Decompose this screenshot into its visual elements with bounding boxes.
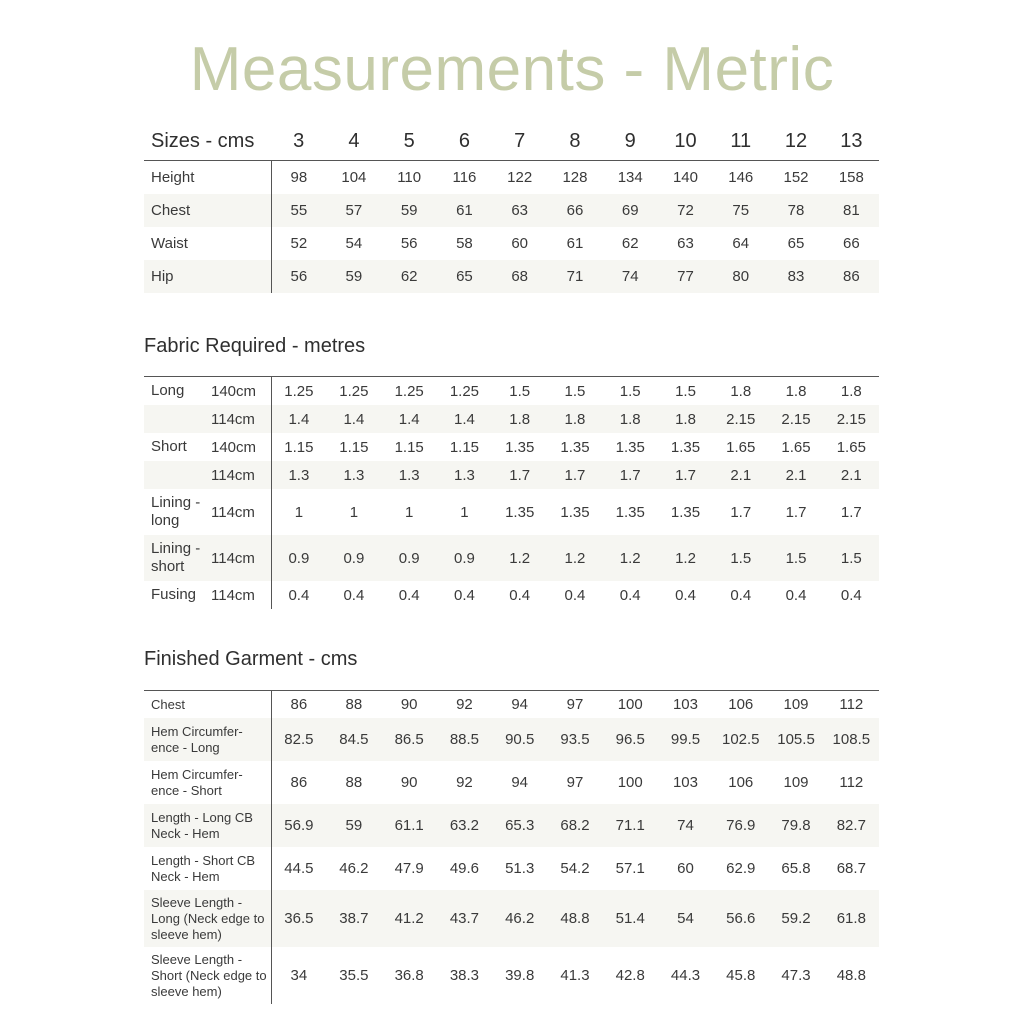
table-cell: 61.1 bbox=[382, 804, 437, 847]
table-cell: 65 bbox=[437, 260, 492, 293]
table-cell: 1.35 bbox=[670, 503, 701, 521]
table-cell: 0.4 bbox=[785, 586, 807, 604]
fabric-table bbox=[144, 376, 879, 609]
table-cell: 0.9 bbox=[326, 535, 381, 581]
table-cell: 54 bbox=[345, 235, 363, 252]
table-row bbox=[144, 804, 879, 847]
table-cell: 51.4 bbox=[603, 890, 658, 947]
table-cell: 1.25 bbox=[284, 382, 314, 400]
table-cell: 45.8 bbox=[726, 967, 756, 984]
table-cell: 47.9 bbox=[394, 860, 424, 877]
table-cell: 109 bbox=[783, 696, 809, 713]
table-row bbox=[144, 761, 879, 804]
table-cell: 71.1 bbox=[603, 804, 658, 847]
table-cell: 140 bbox=[672, 169, 698, 186]
table-cell: 1.35 bbox=[615, 503, 645, 521]
table-cell: 0.4 bbox=[619, 586, 641, 604]
table-cell: 1.3 bbox=[382, 461, 437, 489]
size-header: 4 bbox=[326, 122, 381, 161]
table-cell: 1.7 bbox=[785, 503, 807, 521]
table-cell: 59 bbox=[326, 260, 381, 293]
table-cell: 1.7 bbox=[840, 503, 862, 521]
size-header: 11 bbox=[713, 122, 768, 161]
table-cell: 48.8 bbox=[547, 890, 602, 947]
fabric-width: 114cm bbox=[209, 461, 271, 489]
table-cell: 61.8 bbox=[824, 890, 879, 947]
table-cell: 1.3 bbox=[437, 461, 492, 489]
table-cell: 38.3 bbox=[449, 967, 480, 984]
table-cell: 88 bbox=[345, 774, 363, 791]
table-cell: 1 bbox=[294, 503, 304, 521]
table-cell: 54.2 bbox=[560, 860, 590, 877]
table-cell: 1.7 bbox=[547, 461, 602, 489]
table-row bbox=[144, 227, 879, 260]
table-cell: 1.4 bbox=[437, 405, 492, 433]
table-row bbox=[144, 718, 879, 761]
table-cell: 0.4 bbox=[564, 586, 586, 604]
table-cell: 1.5 bbox=[675, 382, 696, 400]
table-cell: 62 bbox=[382, 260, 437, 293]
row-label: Lining - long bbox=[151, 494, 201, 529]
table-cell: 1.5 bbox=[509, 382, 531, 400]
table-cell: 94 bbox=[511, 696, 529, 713]
table-cell: 1.7 bbox=[603, 461, 658, 489]
table-cell: 63.2 bbox=[437, 804, 492, 847]
table-row bbox=[144, 161, 879, 195]
table-cell: 86 bbox=[290, 696, 308, 713]
page-title: Measurements - Metric bbox=[189, 35, 835, 104]
table-cell: 80 bbox=[713, 260, 768, 293]
table-cell: 43.7 bbox=[437, 890, 492, 947]
table-row bbox=[144, 260, 879, 293]
row-label: Waist bbox=[144, 227, 271, 260]
table-cell: 110 bbox=[397, 169, 422, 186]
table-cell: 56 bbox=[400, 235, 418, 252]
table-cell: 84.5 bbox=[326, 718, 381, 761]
row-label bbox=[144, 405, 209, 433]
table-cell: 146 bbox=[728, 169, 754, 186]
table-cell: 100 bbox=[617, 774, 643, 791]
table-cell: 1.3 bbox=[271, 461, 326, 489]
table-cell: 62.9 bbox=[726, 860, 756, 877]
size-header: 7 bbox=[492, 122, 547, 161]
table-cell: 1.35 bbox=[670, 438, 701, 456]
table-cell: 112 bbox=[839, 696, 864, 713]
table-cell: 61 bbox=[437, 194, 492, 227]
table-row bbox=[144, 947, 879, 1004]
table-cell: 1.5 bbox=[824, 535, 879, 581]
table-cell: 64 bbox=[732, 235, 750, 252]
table-cell: 77 bbox=[658, 260, 713, 293]
table-cell: 93.5 bbox=[547, 718, 602, 761]
table-cell: 65.3 bbox=[492, 804, 547, 847]
table-cell: 46.2 bbox=[492, 890, 547, 947]
table-cell: 96.5 bbox=[603, 718, 658, 761]
table-cell: 1.15 bbox=[284, 438, 314, 456]
fabric-width: 114cm bbox=[209, 489, 271, 535]
table-cell: 52 bbox=[290, 235, 308, 252]
row-label: Hem Circumfer- ence - Short bbox=[144, 761, 271, 804]
table-cell: 98 bbox=[290, 169, 308, 186]
table-cell: 0.4 bbox=[398, 586, 420, 604]
table-cell: 100 bbox=[617, 696, 643, 713]
table-cell: 1.35 bbox=[615, 438, 645, 456]
fabric-width: 140cm bbox=[209, 433, 271, 461]
table-cell: 1.8 bbox=[730, 382, 752, 400]
table-cell: 1.4 bbox=[271, 405, 326, 433]
row-label: Length - Short CB Neck - Hem bbox=[144, 847, 271, 890]
table-cell: 1 bbox=[460, 503, 469, 521]
table-cell: 71 bbox=[547, 260, 602, 293]
table-cell: 1.5 bbox=[619, 382, 641, 400]
table-cell: 1.8 bbox=[547, 405, 602, 433]
table-cell: 39.8 bbox=[505, 967, 535, 984]
table-cell: 94 bbox=[511, 774, 529, 791]
table-cell: 46.2 bbox=[339, 860, 369, 877]
table-cell: 63 bbox=[492, 194, 547, 227]
table-row bbox=[144, 405, 879, 433]
table-cell: 1.7 bbox=[730, 503, 752, 521]
table-cell: 2.1 bbox=[824, 461, 879, 489]
table-cell: 65.8 bbox=[781, 860, 811, 877]
table-cell: 55 bbox=[271, 194, 326, 227]
table-cell: 68.2 bbox=[547, 804, 602, 847]
table-cell: 1.65 bbox=[726, 438, 756, 456]
table-cell: 1.3 bbox=[326, 461, 381, 489]
table-cell: 90 bbox=[400, 696, 418, 713]
size-header: 13 bbox=[824, 122, 879, 161]
sizes-table bbox=[144, 122, 879, 293]
table-cell: 0.4 bbox=[454, 586, 475, 604]
table-cell: 2.15 bbox=[713, 405, 768, 433]
table-cell: 1.15 bbox=[394, 438, 424, 456]
table-cell: 79.8 bbox=[768, 804, 823, 847]
table-cell: 69 bbox=[603, 194, 658, 227]
table-cell: 41.2 bbox=[382, 890, 437, 947]
table-cell: 1.65 bbox=[836, 438, 866, 456]
table-cell: 90 bbox=[400, 774, 418, 791]
table-cell: 35.5 bbox=[339, 967, 369, 984]
table-cell: 48.8 bbox=[836, 967, 866, 984]
table-cell: 88.5 bbox=[437, 718, 492, 761]
table-cell: 59.2 bbox=[768, 890, 823, 947]
table-cell: 75 bbox=[713, 194, 768, 227]
table-row bbox=[144, 581, 879, 609]
sizes-header-label: Sizes - cms bbox=[144, 122, 271, 161]
table-cell: 92 bbox=[456, 774, 473, 791]
fabric-width: 114cm bbox=[209, 535, 271, 581]
table-cell: 1.4 bbox=[382, 405, 437, 433]
table-cell: 1.4 bbox=[326, 405, 381, 433]
table-cell: 63 bbox=[677, 235, 694, 252]
table-row bbox=[144, 461, 879, 489]
table-row bbox=[144, 377, 879, 406]
table-cell: 1.25 bbox=[394, 382, 424, 400]
table-row bbox=[144, 194, 879, 227]
table-cell: 97 bbox=[566, 696, 584, 713]
table-cell: 116 bbox=[452, 169, 477, 186]
garment-table bbox=[144, 690, 879, 1004]
table-cell: 1.35 bbox=[560, 503, 590, 521]
table-cell: 1.25 bbox=[449, 382, 480, 400]
table-cell: 1.65 bbox=[781, 438, 811, 456]
table-cell: 78 bbox=[768, 194, 823, 227]
table-cell: 99.5 bbox=[658, 718, 713, 761]
table-cell: 134 bbox=[617, 169, 643, 186]
table-cell: 51.3 bbox=[505, 860, 535, 877]
table-cell: 86.5 bbox=[382, 718, 437, 761]
table-cell: 82.5 bbox=[271, 718, 326, 761]
table-cell: 106 bbox=[728, 774, 754, 791]
table-cell: 36.8 bbox=[394, 967, 424, 984]
row-label: Long bbox=[151, 382, 185, 399]
row-label: Hem Circumfer- ence - Long bbox=[144, 718, 271, 761]
table-cell: 1.15 bbox=[339, 438, 369, 456]
fabric-width: 114cm bbox=[209, 405, 271, 433]
table-cell: 2.15 bbox=[768, 405, 823, 433]
table-cell: 59 bbox=[382, 194, 437, 227]
row-label: Hip bbox=[144, 260, 271, 293]
table-cell: 1.7 bbox=[492, 461, 547, 489]
row-label: Height bbox=[144, 161, 271, 195]
table-cell: 0.9 bbox=[382, 535, 437, 581]
size-header: 10 bbox=[658, 122, 713, 161]
table-cell: 57 bbox=[326, 194, 381, 227]
table-row bbox=[144, 433, 879, 461]
table-cell: 103 bbox=[672, 696, 698, 713]
table-cell: 56.6 bbox=[713, 890, 768, 947]
table-cell: 2.15 bbox=[824, 405, 879, 433]
table-cell: 86 bbox=[290, 774, 308, 791]
table-cell: 112 bbox=[839, 774, 864, 791]
fabric-width: 140cm bbox=[209, 377, 271, 406]
table-cell: 1.2 bbox=[603, 535, 658, 581]
table-cell: 1.5 bbox=[768, 535, 823, 581]
fabric-width: 114cm bbox=[209, 581, 271, 609]
table-cell: 0.4 bbox=[343, 586, 365, 604]
table-cell: 0.9 bbox=[437, 535, 492, 581]
table-cell: 1.2 bbox=[658, 535, 713, 581]
table-cell: 102.5 bbox=[713, 718, 768, 761]
table-cell: 68.7 bbox=[836, 860, 866, 877]
table-cell: 1.25 bbox=[339, 382, 369, 400]
table-cell: 108.5 bbox=[824, 718, 879, 761]
table-cell: 1.8 bbox=[492, 405, 547, 433]
table-cell: 83 bbox=[768, 260, 823, 293]
table-cell: 1.8 bbox=[840, 382, 862, 400]
table-cell: 54 bbox=[658, 890, 713, 947]
row-label bbox=[144, 461, 209, 489]
table-cell: 49.6 bbox=[449, 860, 480, 877]
table-cell: 60 bbox=[677, 860, 694, 877]
table-cell: 1.35 bbox=[505, 503, 535, 521]
table-cell: 1 bbox=[404, 503, 414, 521]
table-row bbox=[144, 890, 879, 947]
sizes-header-row bbox=[144, 122, 879, 161]
table-cell: 62 bbox=[621, 235, 639, 252]
table-cell: 0.4 bbox=[509, 586, 531, 604]
table-cell: 88 bbox=[345, 696, 363, 713]
table-cell: 76.9 bbox=[713, 804, 768, 847]
row-label: Short bbox=[151, 438, 187, 455]
size-header: 8 bbox=[547, 122, 602, 161]
table-cell: 104 bbox=[341, 169, 367, 186]
table-cell: 1.8 bbox=[658, 405, 713, 433]
table-cell: 61 bbox=[566, 235, 584, 252]
table-cell: 38.7 bbox=[326, 890, 381, 947]
size-header: 12 bbox=[768, 122, 823, 161]
table-cell: 1.8 bbox=[603, 405, 658, 433]
table-cell: 86 bbox=[824, 260, 879, 293]
table-row bbox=[144, 489, 879, 535]
table-cell: 44.3 bbox=[670, 967, 701, 984]
row-label: Chest bbox=[144, 691, 271, 719]
table-cell: 58 bbox=[456, 235, 473, 252]
table-cell: 128 bbox=[562, 169, 588, 186]
fabric-section-title: Fabric Required - metres bbox=[144, 335, 366, 357]
table-cell: 1.2 bbox=[547, 535, 602, 581]
table-cell: 81 bbox=[824, 194, 879, 227]
table-cell: 59 bbox=[326, 804, 381, 847]
table-cell: 1.15 bbox=[449, 438, 480, 456]
table-cell: 0.4 bbox=[730, 586, 752, 604]
table-row bbox=[144, 847, 879, 890]
table-cell: 2.1 bbox=[768, 461, 823, 489]
table-cell: 1.7 bbox=[658, 461, 713, 489]
table-cell: 0.9 bbox=[271, 535, 326, 581]
row-label: Lining -short bbox=[144, 535, 209, 581]
table-cell: 65 bbox=[787, 235, 805, 252]
table-cell: 56 bbox=[271, 260, 326, 293]
table-cell: 158 bbox=[838, 169, 864, 186]
row-label: Fusing bbox=[151, 586, 197, 603]
table-cell: 1.8 bbox=[785, 382, 807, 400]
table-cell: 105.5 bbox=[768, 718, 823, 761]
table-cell: 103 bbox=[672, 774, 698, 791]
table-row bbox=[144, 535, 879, 581]
table-cell: 74 bbox=[603, 260, 658, 293]
row-label: Length - Long CB Neck - Hem bbox=[144, 804, 271, 847]
table-cell: 44.5 bbox=[284, 860, 314, 877]
table-cell: 122 bbox=[507, 169, 533, 186]
size-header: 5 bbox=[382, 122, 437, 161]
table-cell: 0.4 bbox=[288, 586, 310, 604]
table-cell: 2.1 bbox=[713, 461, 768, 489]
row-label: Chest bbox=[144, 194, 271, 227]
row-label: Sleeve Length - Short (Neck edge to sleeve hem) bbox=[144, 947, 271, 1004]
table-cell: 42.8 bbox=[615, 967, 645, 984]
table-cell: 1.35 bbox=[560, 438, 590, 456]
table-row bbox=[144, 691, 879, 719]
table-cell: 1.35 bbox=[505, 438, 535, 456]
table-cell: 66 bbox=[547, 194, 602, 227]
table-cell: 36.5 bbox=[271, 890, 326, 947]
row-label: Sleeve Length - Long (Neck edge to sleeve hem) bbox=[144, 890, 271, 947]
table-cell: 82.7 bbox=[824, 804, 879, 847]
table-cell: 34 bbox=[290, 967, 308, 984]
table-cell: 1.2 bbox=[492, 535, 547, 581]
table-cell: 68 bbox=[492, 260, 547, 293]
table-cell: 106 bbox=[728, 696, 754, 713]
table-cell: 56.9 bbox=[271, 804, 326, 847]
table-cell: 1.5 bbox=[713, 535, 768, 581]
size-header: 6 bbox=[437, 122, 492, 161]
table-cell: 1.5 bbox=[564, 382, 586, 400]
table-cell: 0.4 bbox=[675, 586, 696, 604]
size-header: 9 bbox=[603, 122, 658, 161]
table-cell: 60 bbox=[511, 235, 529, 252]
table-cell: 1 bbox=[349, 503, 359, 521]
table-cell: 57.1 bbox=[615, 860, 645, 877]
table-cell: 72 bbox=[658, 194, 713, 227]
table-cell: 66 bbox=[842, 235, 860, 252]
table-cell: 41.3 bbox=[560, 967, 590, 984]
table-cell: 74 bbox=[658, 804, 713, 847]
table-cell: 152 bbox=[783, 169, 809, 186]
table-cell: 0.4 bbox=[840, 586, 862, 604]
table-cell: 109 bbox=[783, 774, 809, 791]
table-cell: 47.3 bbox=[781, 967, 811, 984]
table-cell: 90.5 bbox=[492, 718, 547, 761]
size-header: 3 bbox=[271, 122, 326, 161]
table-cell: 92 bbox=[456, 696, 473, 713]
garment-section-title: Finished Garment - cms bbox=[144, 648, 358, 670]
table-cell: 97 bbox=[566, 774, 584, 791]
